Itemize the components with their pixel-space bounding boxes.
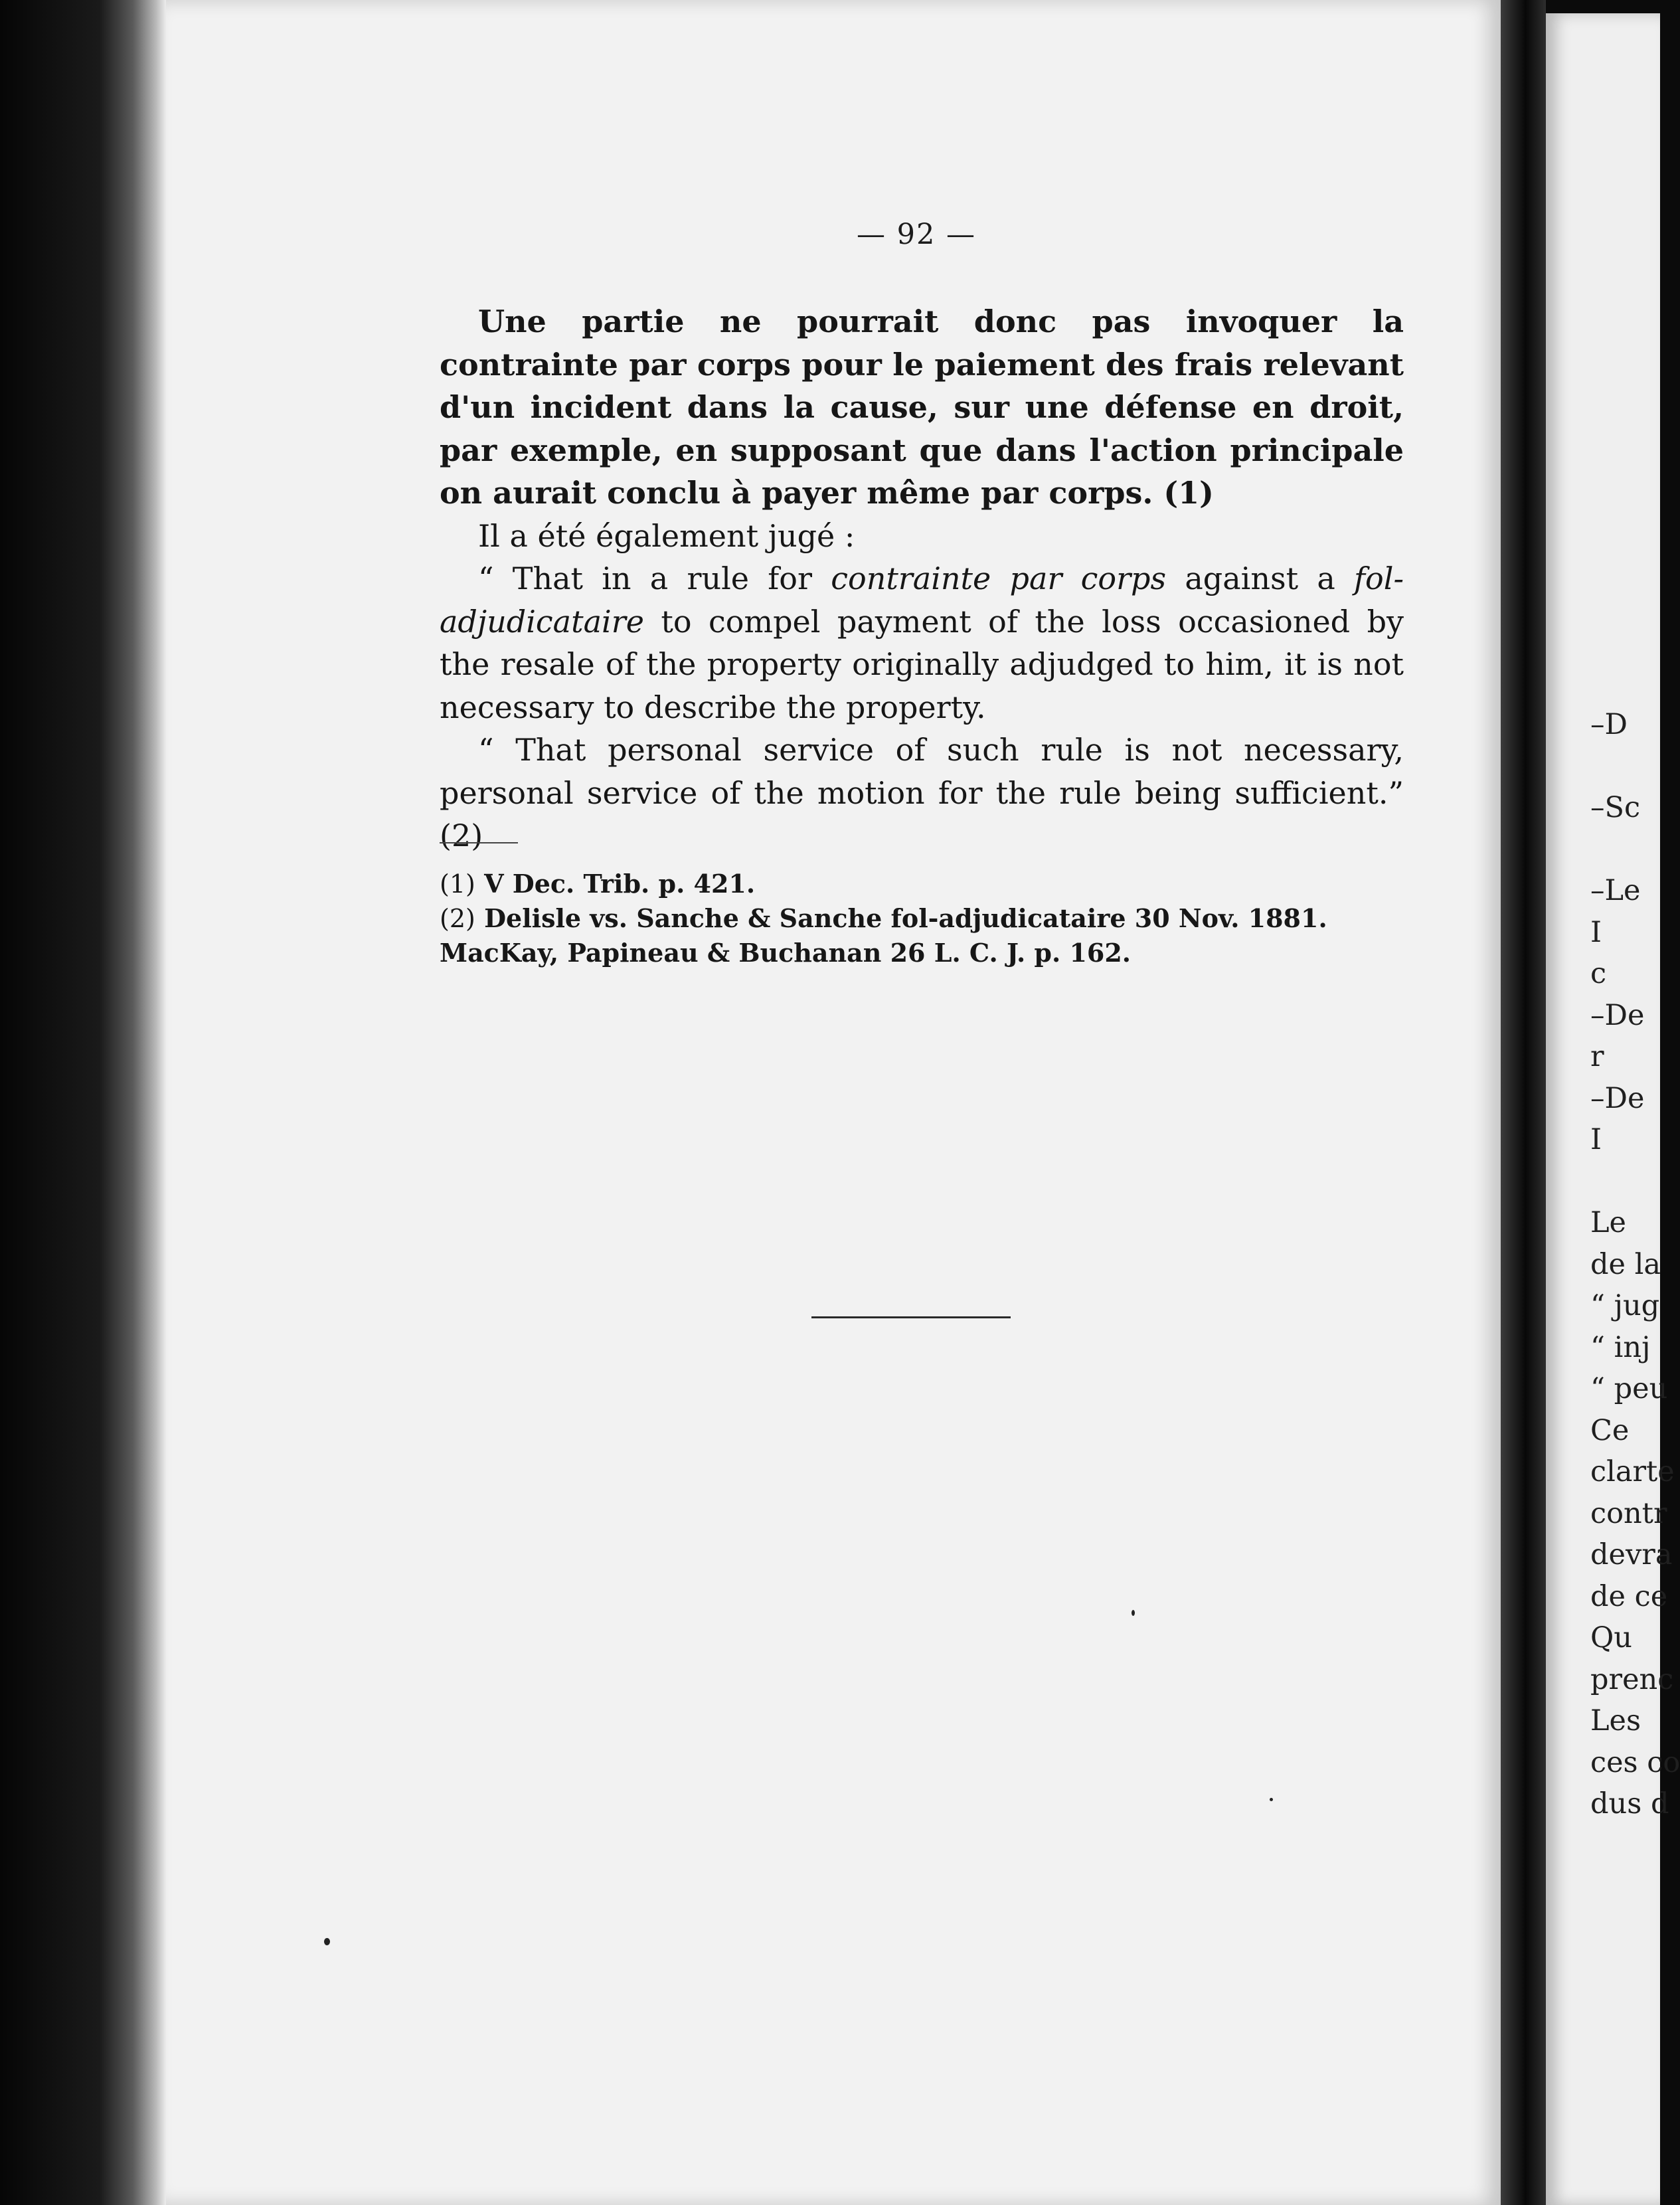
quote-rule-italic-fol-adjudicataire: fol-adjudicataire xyxy=(440,561,1404,640)
fragment: “ jug xyxy=(1590,1289,1660,1322)
fragment: –Sc xyxy=(1590,791,1641,824)
fragment: r xyxy=(1590,1040,1604,1073)
footnote-1 xyxy=(440,867,1404,901)
fragment: prenc xyxy=(1590,1662,1674,1696)
fragment: I xyxy=(1590,1123,1602,1156)
fragment: clarte xyxy=(1590,1455,1675,1488)
fragment: Les xyxy=(1590,1704,1641,1737)
book-gutter xyxy=(1501,0,1546,2205)
quote-rule xyxy=(440,557,1404,729)
fragment: dus d xyxy=(1590,1787,1669,1820)
fragment: devra xyxy=(1590,1538,1673,1571)
fragment: c xyxy=(1590,957,1607,990)
fragment: contr xyxy=(1590,1496,1667,1530)
fragment: de la xyxy=(1590,1247,1661,1281)
fragment: “ peu xyxy=(1590,1372,1668,1405)
fragment: de ce xyxy=(1590,1579,1668,1613)
page-number: — 92 — xyxy=(857,218,977,251)
footnote-2-number: (2) xyxy=(440,904,475,933)
fragment: Qu xyxy=(1590,1621,1632,1654)
fragment: “ inj xyxy=(1590,1330,1651,1364)
fragment: Ce xyxy=(1590,1413,1630,1447)
quote-rule-part-a: “ That in a rule for xyxy=(478,561,831,596)
paragraph-juge: Il a été également jugé : xyxy=(478,517,855,554)
quote-personal-service: “ That personal service of such rule is not necessary, personal service of the motion for the rule being sufficient.” (2) xyxy=(440,732,1404,853)
ink-speck xyxy=(1270,1798,1273,1801)
fragment: –D xyxy=(1590,708,1628,741)
fragment xyxy=(1590,829,1670,871)
right-page-text-fragments xyxy=(1590,704,1680,1825)
footnote-separator xyxy=(440,842,518,843)
fragment xyxy=(1590,1161,1670,1203)
main-text xyxy=(440,300,1404,857)
ink-speck xyxy=(1132,1610,1135,1616)
fragment: I xyxy=(1590,915,1602,949)
fragment: ces co xyxy=(1590,1745,1680,1779)
quote-rule-part-e: to compel payment of the loss occasioned by the resale of the property originally adjudged to him, it is not necessary to describe the property. xyxy=(440,603,1404,725)
footnote-1-number: (1) xyxy=(440,869,475,899)
fragment xyxy=(1590,746,1670,788)
quote-rule-italic-contrainte: contrainte par corps xyxy=(831,561,1167,596)
fragment: –De xyxy=(1590,1081,1645,1115)
footnote-2-text: Delisle vs. Sanche & Sanche fol-adjudicataire 30 Nov. 1881. MacKay, Papineau & Buchanan 26 L. C. J. p. 162. xyxy=(440,903,1327,968)
quote-rule-part-c: against a xyxy=(1166,561,1355,596)
fragment: –De xyxy=(1590,998,1645,1032)
end-of-section-rule xyxy=(811,1316,1011,1318)
footnotes xyxy=(440,867,1404,970)
book-binding-edge xyxy=(0,0,166,2205)
paragraph-contrainte: Une partie ne pourrait donc pas invoquer la contrainte par corps pour le paiement des frais relevant d'un incident dans la cause, sur une défense en droit, par exemple, en supposant que dans l'action principale on aurait conclu à payer même par corps. (1) xyxy=(440,304,1404,511)
footnote-1-text: V Dec. Trib. p. 421. xyxy=(484,869,756,899)
footnote-2 xyxy=(440,901,1404,970)
fragment: –Le xyxy=(1590,874,1641,907)
fragment: Le xyxy=(1590,1206,1627,1239)
ink-speck xyxy=(324,1938,330,1945)
